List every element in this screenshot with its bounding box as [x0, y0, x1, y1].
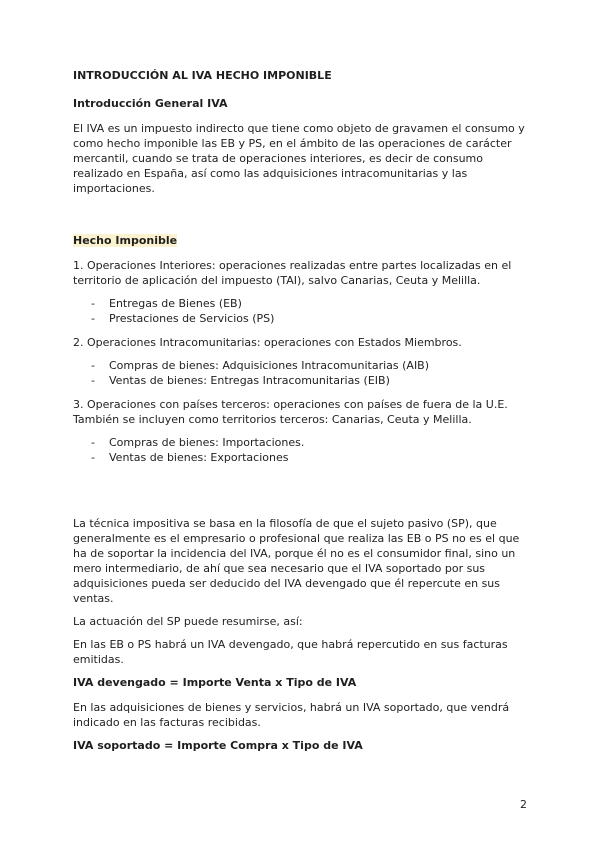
intro-paragraph: El IVA es un impuesto indirecto que tiene como objeto de gravamen el consumo y como hecho imponible las EB y PS, en el ámbito de las operaciones de carácter mercantil, cuando se trata de operaciones interiores, es decir de consumo realizado en España, así como las adquisiciones intracomunitarias y las importaciones. [73, 122, 525, 195]
intro-heading: Introducción General IVA [73, 97, 228, 110]
hecho-imponible-heading: Hecho Imponible [73, 234, 178, 247]
op1-paragraph: 1. Operaciones Interiores: operaciones realizadas entre partes localizadas en el territorio de aplicación del impuesto (TAI), salvo Canarias, Ceuta y Melilla. [73, 259, 512, 287]
page-number: 2 [520, 798, 527, 811]
op3-list [73, 435, 533, 465]
list-item: - Ventas de bienes: Entregas Intracomunitarias (EIB) [73, 373, 533, 388]
document-body [73, 68, 533, 763]
tecnica-paragraph: La técnica impositiva se basa en la filosofía de que el sujeto pasivo (SP), que generalmente es el empresario o profesional que realiza las EB o PS no es el que ha de soportar la incidencia del IVA, porque él no es el consumidor final, sino un mero intermediario, de ahí que sea necesario que el IVA soportado por sus adquisiciones pueda ser deducido del IVA devengado que él repercute en sus ventas. [73, 517, 520, 605]
op2-paragraph: 2. Operaciones Intracomunitarias: operaciones con Estados Miembros. [73, 336, 462, 349]
list-item: - Compras de bienes: Importaciones. [73, 435, 533, 450]
op1-list [73, 296, 533, 326]
formula-devengado: IVA devengado = Importe Venta x Tipo de IVA [73, 676, 357, 689]
list-item: - Prestaciones de Servicios (PS) [73, 311, 533, 326]
op3-paragraph: 3. Operaciones con países terceros: operaciones con países de fuera de la U.E. También se incluyen como territorios terceros: Canarias, Ceuta y Melilla. [73, 398, 508, 426]
list-item: - Compras de bienes: Adquisiciones Intracomunitarias (AIB) [73, 358, 533, 373]
adquisiciones-paragraph: En las adquisiciones de bienes y servicios, habrá un IVA soportado, que vendrá indicado en las facturas recibidas. [73, 701, 510, 729]
op2-list [73, 358, 533, 388]
actuacion-paragraph: La actuación del SP puede resumirse, así: [73, 615, 303, 628]
list-item: - Ventas de bienes: Exportaciones [73, 450, 533, 465]
eb-ps-paragraph: En las EB o PS habrá un IVA devengado, que habrá repercutido en sus facturas emitidas. [73, 638, 508, 666]
list-item: - Entregas de Bienes (EB) [73, 296, 533, 311]
formula-soportado: IVA soportado = Importe Compra x Tipo de IVA [73, 739, 363, 752]
document-title: INTRODUCCIÓN AL IVA HECHO IMPONIBLE [73, 69, 332, 82]
